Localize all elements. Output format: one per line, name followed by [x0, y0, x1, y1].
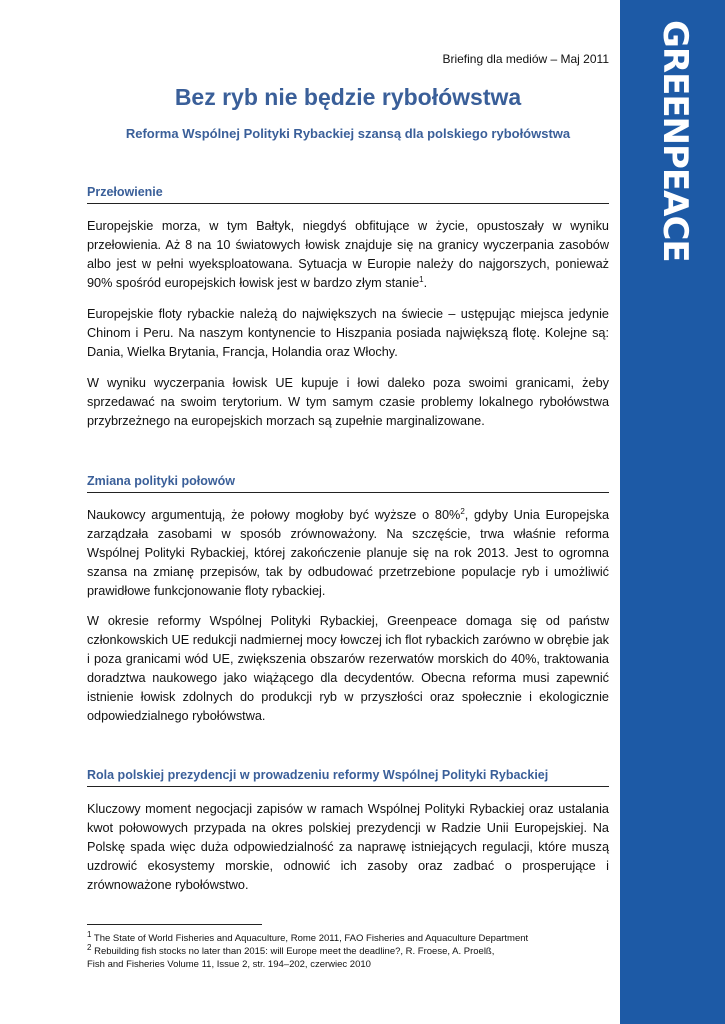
- section-heading-rola-prezydencji: Rola polskiej prezydencji w prowadzeniu reformy Wspólnej Polityki Rybackiej: [87, 768, 609, 787]
- paragraph: Europejskie floty rybackie należą do największych na świecie – ustępując miejsca jedynie Chinom i Peru. Na naszym kontynencie to Hiszpania posiada największą flotę. Kolejne są: Dania, Wielka Brytania, Francja, Holandia oraz Włochy.: [87, 307, 609, 359]
- footnote-item: $^1$ The State of World Fisheries and Aquaculture, Rome 2011, FAO Fisheries and Aquaculture Department: [87, 929, 529, 944]
- footnote-ref: 1: [419, 274, 424, 284]
- document-title: Bez ryb nie będzie rybołówstwa: [174, 84, 522, 110]
- paragraph: Naukowcy argumentują, że połowy mogłoby być wyższe o 80%$^2$, gdyby Unia Europejska zarządzała zasobami w sposób zrównoważony. Na szczęście, trwa właśnie reforma Wspólnej Polityki Rybackiej, której zakończenie planuje się na rok 2013. Jest to ogromna szansa na zmianę przepisów, tak by odbudować przetrzebione populacje ryb i umożliwić prawidłowe funkcjonowanie floty rybackiej.: [87, 506, 609, 598]
- footnotes: [87, 929, 609, 971]
- paragraph: Europejskie morza, w tym Bałtyk, niegdyś obfitujące w życie, opustoszały w wyniku przełowienia. Aż 8 na 10 światowych łowisk znajduje się na granicy wyczerpania zasobów albo jest w pełni wyeksploatowana. Sytuacja w Europie należy do najgorszych, ponieważ 90% spośród europejskich łowisk jest w bardzo złym stanie$^1$.: [87, 219, 609, 290]
- document-subtitle: Reforma Wspólnej Polityki Rybackiej szansą dla polskiego rybołówstwa: [125, 126, 571, 141]
- greenpeace-logo: GREENPEACE: [655, 20, 695, 262]
- paragraph: Kluczowy moment negocjacji zapisów w ramach Wspólnej Polityki Rybackiej oraz ustalania kwot połowowych przypada na okres polskiej prezydencji w Radzie Unii Europejskiej. Na Polskę spada więc duża odpowiedzialność za naprawę istniejących regulacji, które muszą uzdrowić ekosystemy morskie, odnowić ich zasoby oraz zadbać o prosperujące i zrównoważone rybołówstwo.: [87, 802, 609, 892]
- section-heading-zmiana-polityki: Zmiana polityki połowów: [87, 474, 609, 493]
- paragraph: W okresie reformy Wspólnej Polityki Rybackiej, Greenpeace domaga się od państw członkowskich UE redukcji nadmiernej mocy łowczej ich flot rybackich zarówno w obrębie jak i poza granicami wód UE, zwiększenia obszarów rezerwatów morskich do 40%, traktowania doradztwa naukowego jako wiążącego dla decydentów. Obecna reforma musi zapewnić istnienie łowisk zdolnych do produkcji ryb w przyszłości oraz społecznie i ekologicznie odpowiedzialnego rybołówstwa.: [87, 614, 609, 723]
- section-heading-przelowienie: Przełowienie: [87, 185, 609, 204]
- footnote-divider: [87, 924, 262, 925]
- footnote-item: Fish and Fisheries Volume 11, Issue 2, str. 194–202, czerwiec 2010: [87, 959, 371, 970]
- footnote-ref: 2: [460, 506, 465, 516]
- briefing-date: Briefing dla mediów – Maj 2011: [442, 52, 609, 66]
- paragraph: W wyniku wyczerpania łowisk UE kupuje i łowi daleko poza swoimi granicami, żeby sprzedawać na swoim terytorium. W tym samym czasie problemy lokalnego rybołówstwa przybrzeżnego na europejskich morzach są zupełnie marginalizowane.: [87, 376, 609, 428]
- brand-sidebar: [620, 0, 725, 1024]
- footnote-item: $^2$ Rebuilding fish stocks no later than 2015: will Europe meet the deadline?, R. Froese, A. Proelß,: [87, 942, 495, 957]
